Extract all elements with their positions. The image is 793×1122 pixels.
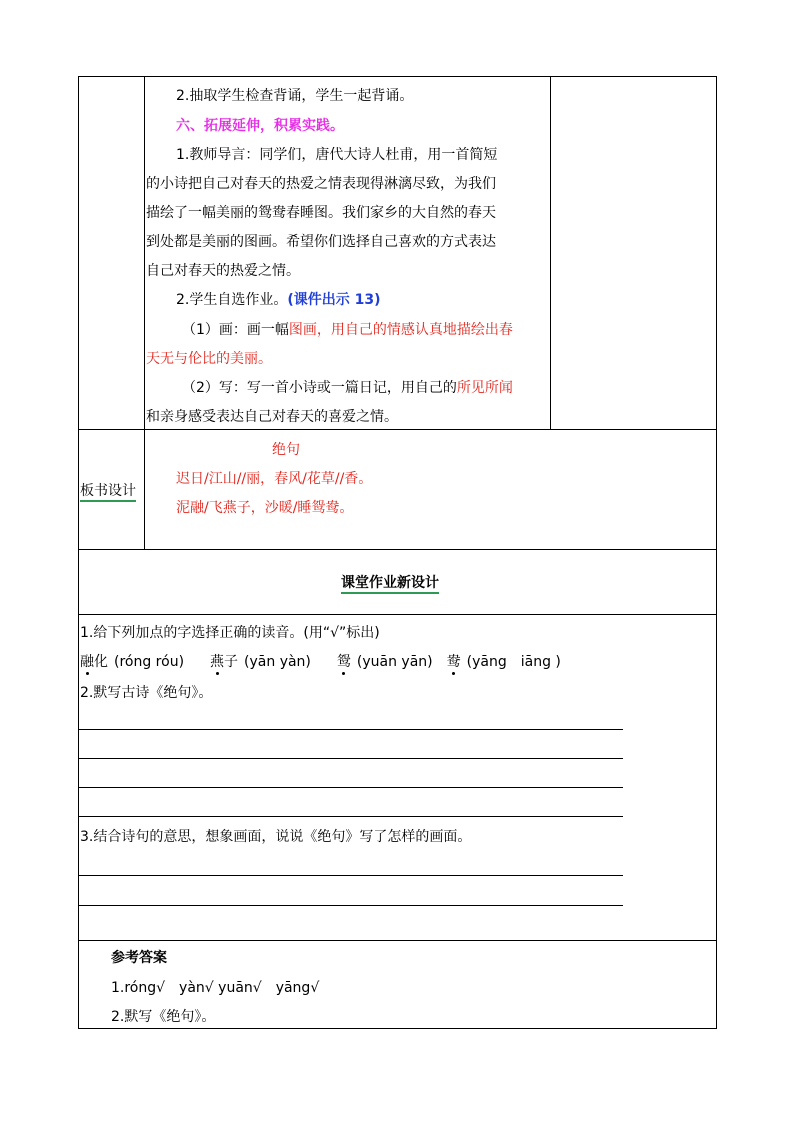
row-divider-2 <box>78 549 717 550</box>
q1-item-suffix: 化 <box>94 654 108 670</box>
answer-line[interactable] <box>79 905 623 906</box>
question-1: 1.给下列加点的字选择正确的读音。(用“√”标出) <box>80 625 380 641</box>
courseware-note: (课件出示 13) <box>287 292 381 308</box>
answers-line-1: 1.róng√ yàn√ yuān√ yāng√ <box>111 980 320 996</box>
answer-line[interactable] <box>79 729 623 730</box>
answers-title: 参考答案 <box>111 950 167 966</box>
intro-line-5: 自己对春天的热爱之情。 <box>146 263 300 279</box>
intro-line-2: 的小诗把自己对春天的热爱之情表现得淋漓尽致，为我们 <box>146 176 496 192</box>
option-write-line-2: 和亲身感受表达自己对春天的喜爱之情。 <box>146 409 398 425</box>
q1-item-options: (yuān yān) <box>356 654 433 670</box>
option-draw-line-2: 天无与伦比的美丽。 <box>146 351 272 367</box>
table-left-border <box>78 76 79 1029</box>
q1-dotted-char: 燕 <box>210 654 225 670</box>
q1-dotted-char: 鸯 <box>446 654 461 670</box>
intro-line-1: 1.教师导言：同学们，唐代大诗人杜甫，用一首简短 <box>176 147 498 163</box>
board-design-label-text: 板书设计 <box>80 483 136 502</box>
option-write-prefix: （2）写：写一首小诗或一篇日记，用自己的 <box>182 380 457 396</box>
row-divider-3 <box>78 614 717 615</box>
answer-line[interactable] <box>79 816 623 817</box>
question-3: 3.结合诗句的意思，想象画面，说说《绝句》写了怎样的画面。 <box>80 829 472 845</box>
q1-dotted-char: 融 <box>80 654 94 670</box>
section-heading: 六、拓展延伸，积累实践。 <box>176 118 344 134</box>
q1-item-suffix: 子 <box>224 654 239 670</box>
homework-title <box>341 573 439 593</box>
answer-line[interactable] <box>79 758 623 759</box>
answer-line[interactable] <box>79 875 623 876</box>
answer-line[interactable] <box>79 787 623 788</box>
board-poem-line-1: 迟日/江山//丽，春风/花草//香。 <box>176 471 373 487</box>
q1-item-yuan <box>337 654 433 670</box>
row-divider-1 <box>78 429 717 430</box>
q1-item-yang <box>447 654 561 670</box>
board-design-label <box>80 481 136 501</box>
option-draw-line <box>182 320 513 340</box>
answers-line-2: 2.默写《绝句》。 <box>111 1009 216 1025</box>
homework-title-text: 课堂作业新设计 <box>341 575 439 594</box>
col-divider-left <box>144 76 145 550</box>
intro-line-4: 到处都是美丽的图画。希望你们选择自己喜欢的方式表达 <box>146 234 496 250</box>
intro-line-3: 描绘了一幅美丽的鸳鸯春睡图。我们家乡的大自然的春天 <box>146 205 496 221</box>
q1-item-options: (yān yàn) <box>244 654 311 670</box>
homework-choice-text: 2.学生自选作业。 <box>176 292 288 308</box>
homework-choice-line <box>176 290 381 310</box>
board-poem-line-2: 泥融/飞燕子，沙暖/睡鸳鸯。 <box>176 500 354 516</box>
table-top-border <box>78 76 717 77</box>
table-right-border <box>716 76 717 1029</box>
question-1-options <box>80 652 561 672</box>
row-divider-4 <box>78 940 717 941</box>
q1-item-rong <box>80 654 184 670</box>
option-write-line <box>182 378 513 398</box>
q1-dotted-char: 鸳 <box>336 654 351 670</box>
table-bottom-border <box>78 1028 717 1029</box>
question-2: 2.默写古诗《绝句》。 <box>80 685 213 701</box>
option-draw-word: 图画， <box>288 322 331 338</box>
option-write-highlight: 所见所闻 <box>456 380 513 396</box>
option-draw-desc: 用自己的情感认真地描绘出春 <box>330 322 513 338</box>
q1-item-options: (róng róu) <box>114 654 185 670</box>
option-draw-prefix: （1）画：画一幅 <box>182 322 289 338</box>
board-poem-title: 绝句 <box>272 442 300 458</box>
q1-item-options: (yāng iāng ) <box>466 654 561 670</box>
recite-step: 2.抽取学生检查背诵，学生一起背诵。 <box>176 88 414 104</box>
col-divider-right <box>550 76 551 429</box>
q1-item-yan <box>210 654 311 670</box>
